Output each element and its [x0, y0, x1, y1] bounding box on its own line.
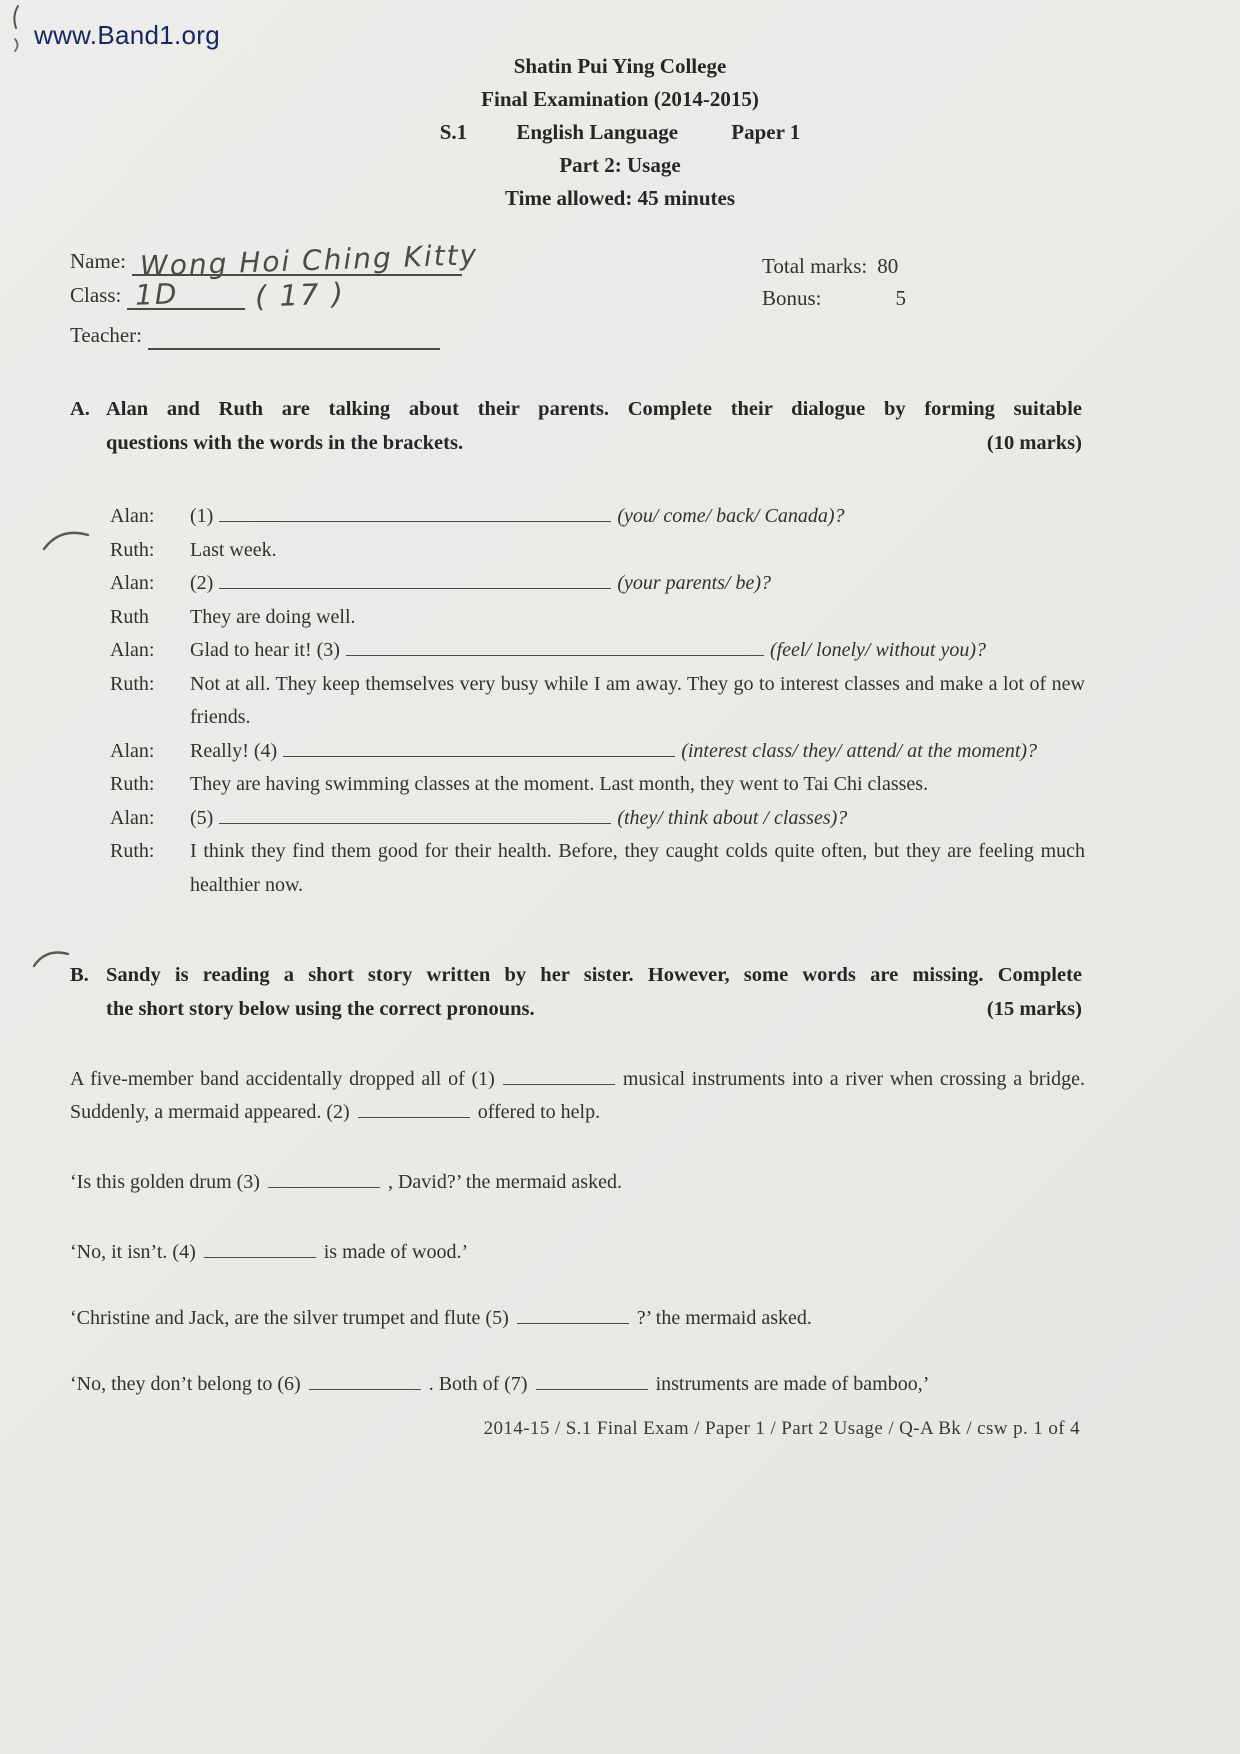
dialogue-line-8	[110, 768, 1085, 802]
section-a-letter: A.	[70, 398, 90, 420]
story-paragraph-4	[70, 1302, 1085, 1335]
story-paragraph-3	[70, 1236, 1085, 1269]
answer-blank-b2	[358, 1097, 470, 1118]
story-text: ‘No, they don’t belong to (6)	[70, 1373, 301, 1395]
question-number: Really! (4)	[190, 739, 278, 762]
total-marks-row	[762, 250, 906, 282]
pen-mark-left	[40, 525, 94, 555]
story-text: ‘Christine and Jack, are the silver trumpet and flute (5)	[70, 1307, 509, 1329]
speaker-label: Alan:	[110, 572, 155, 594]
handwritten-class-number: ( 17 )	[254, 276, 346, 314]
story-text: . Both of (7)	[428, 1373, 528, 1395]
speaker-label: Alan:	[110, 739, 155, 762]
pen-mark-section-b	[30, 946, 74, 972]
answer-blank-a3	[346, 635, 764, 656]
story-text: ‘Is this golden drum (3)	[70, 1171, 260, 1193]
total-marks-label: Total marks:	[762, 254, 868, 278]
section-b-letter: B.	[70, 964, 89, 986]
bonus-label: Bonus:	[762, 286, 822, 310]
handwritten-name: Wong Hoi Ching Kitty	[139, 238, 479, 283]
section-a	[70, 392, 1082, 460]
speaker-label: Ruth:	[110, 672, 155, 695]
answer-blank-a5	[219, 803, 611, 824]
story-paragraph-2	[70, 1166, 1085, 1199]
dialogue-line-7	[110, 735, 1085, 769]
dialogue-block	[110, 500, 1085, 902]
bonus-row	[762, 282, 906, 314]
section-a-marks: (10 marks)	[986, 432, 1082, 454]
prompt-words: (they/ think about / classes)?	[617, 806, 848, 829]
class-label: Class:	[70, 283, 122, 307]
speaker-label: Ruth	[110, 605, 149, 628]
dialogue-text: They are doing well.	[190, 605, 356, 628]
class-row	[70, 276, 462, 314]
part-label: Part 2: Usage	[559, 153, 681, 177]
teacher-label: Teacher:	[70, 323, 142, 347]
exam-header	[0, 50, 1240, 215]
bonus-value: 5	[895, 286, 907, 310]
teacher-row	[70, 320, 462, 354]
teacher-field-line	[148, 322, 440, 350]
dialogue-line-10	[110, 835, 1085, 902]
story-text: ?’ the mermaid asked.	[636, 1307, 812, 1329]
question-number: Glad to hear it! (3)	[190, 639, 340, 661]
speaker-label: Ruth:	[110, 773, 155, 795]
dialogue-line-1	[110, 500, 1085, 534]
name-row	[70, 238, 479, 283]
speaker-label: Ruth:	[110, 538, 155, 561]
section-a-heading	[70, 392, 1082, 460]
dialogue-line-4	[110, 601, 1085, 635]
level-label: S.1	[439, 120, 468, 144]
college-name: Shatin Pui Ying College	[513, 54, 727, 78]
subject-label: English Language	[516, 120, 679, 144]
prompt-words: (you/ come/ back/ Canada)?	[617, 505, 845, 527]
prompt-words: (your parents/ be)?	[617, 572, 771, 594]
section-a-instruction-line1: Alan and Ruth are talking about their parents. Complete their dialogue by forming suitable	[106, 398, 1082, 420]
answer-blank-b7	[536, 1369, 648, 1390]
speaker-label: Alan:	[110, 505, 155, 527]
answer-blank-b5	[517, 1303, 629, 1324]
paper-label: Paper 1	[731, 120, 801, 144]
dialogue-text: Last week.	[190, 538, 277, 561]
dialogue-line-5	[110, 634, 1085, 668]
answer-blank-a1	[219, 501, 611, 522]
section-b-heading	[70, 958, 1082, 1026]
student-info-block	[70, 238, 479, 354]
site-watermark: www.Band1.org	[34, 20, 221, 50]
dialogue-line-2	[110, 534, 1085, 568]
exam-title: Final Examination (2014-2015)	[481, 87, 759, 111]
section-b-instruction-line2: the short story below using the correct pronouns. (15 marks)	[106, 992, 1082, 1026]
section-a-instruction-line2: questions with the words in the brackets. (10 marks)	[106, 426, 1082, 460]
story-text: A five-member band accidentally dropped all of (1)	[70, 1068, 495, 1090]
time-allowed: Time allowed: 45 minutes	[504, 186, 736, 210]
paper-line	[0, 116, 1240, 149]
question-number: (5)	[190, 806, 214, 829]
prompt-words: (interest class/ they/ attend/ at the moment)?	[681, 739, 1038, 762]
marks-block	[762, 250, 906, 314]
story-text: is made of wood.’	[323, 1241, 469, 1263]
story-text: offered to help.	[477, 1101, 601, 1123]
dialogue-text: Not at all. They keep themselves very busy while I am away. They go to interest classes and make a lot of new friends.	[190, 672, 1085, 728]
dialogue-text: They are having swimming classes at the moment. Last month, they went to Tai Chi classes.	[190, 773, 929, 795]
story-text: ‘No, it isn’t. (4)	[70, 1241, 196, 1263]
dialogue-text: I think they find them good for their health. Before, they caught colds quite often, but they are feeling much healthier now.	[190, 840, 1085, 896]
story-text: , David?’ the mermaid asked.	[387, 1171, 622, 1193]
name-label: Name:	[70, 249, 126, 273]
answer-blank-b4	[204, 1237, 316, 1258]
story-paragraph-1	[70, 1063, 1085, 1129]
question-number: (2)	[190, 572, 214, 594]
total-marks-value: 80	[877, 254, 899, 278]
speaker-label: Alan:	[110, 806, 155, 829]
speaker-label: Alan:	[110, 639, 155, 661]
speaker-label: Ruth:	[110, 840, 155, 862]
answer-blank-a2	[219, 568, 611, 589]
answer-blank-a4	[283, 736, 675, 757]
answer-blank-b6	[309, 1369, 421, 1390]
story-text: musical instruments into a river when crossing a bridge. Suddenly, a mermaid appeared. (2)	[70, 1068, 1086, 1123]
scan-artifact-top	[6, 2, 28, 36]
section-b-marks: (15 marks)	[986, 998, 1082, 1020]
question-number: (1)	[190, 505, 214, 527]
section-b	[70, 958, 1082, 1026]
prompt-words: (feel/ lonely/ without you)?	[769, 639, 987, 661]
page-footer: 2014-15 / S.1 Final Exam / Paper 1 / Part 2 Usage / Q-A Bk / csw p. 1 of 4	[483, 1418, 1080, 1439]
answer-blank-b3	[268, 1167, 380, 1188]
answer-blank-b1	[503, 1064, 615, 1085]
dialogue-line-6	[110, 668, 1085, 735]
story-block	[70, 1063, 1085, 1401]
class-field-line	[127, 277, 245, 312]
dialogue-line-3	[110, 567, 1085, 601]
section-b-instruction-line1: Sandy is reading a short story written by her sister. However, some words are missing. Complete	[106, 964, 1082, 986]
story-paragraph-5	[70, 1368, 1085, 1401]
story-text: instruments are made of bamboo,’	[655, 1373, 930, 1395]
name-field-line	[132, 238, 479, 283]
handwritten-class: 1D	[134, 277, 180, 312]
dialogue-line-9	[110, 802, 1085, 836]
